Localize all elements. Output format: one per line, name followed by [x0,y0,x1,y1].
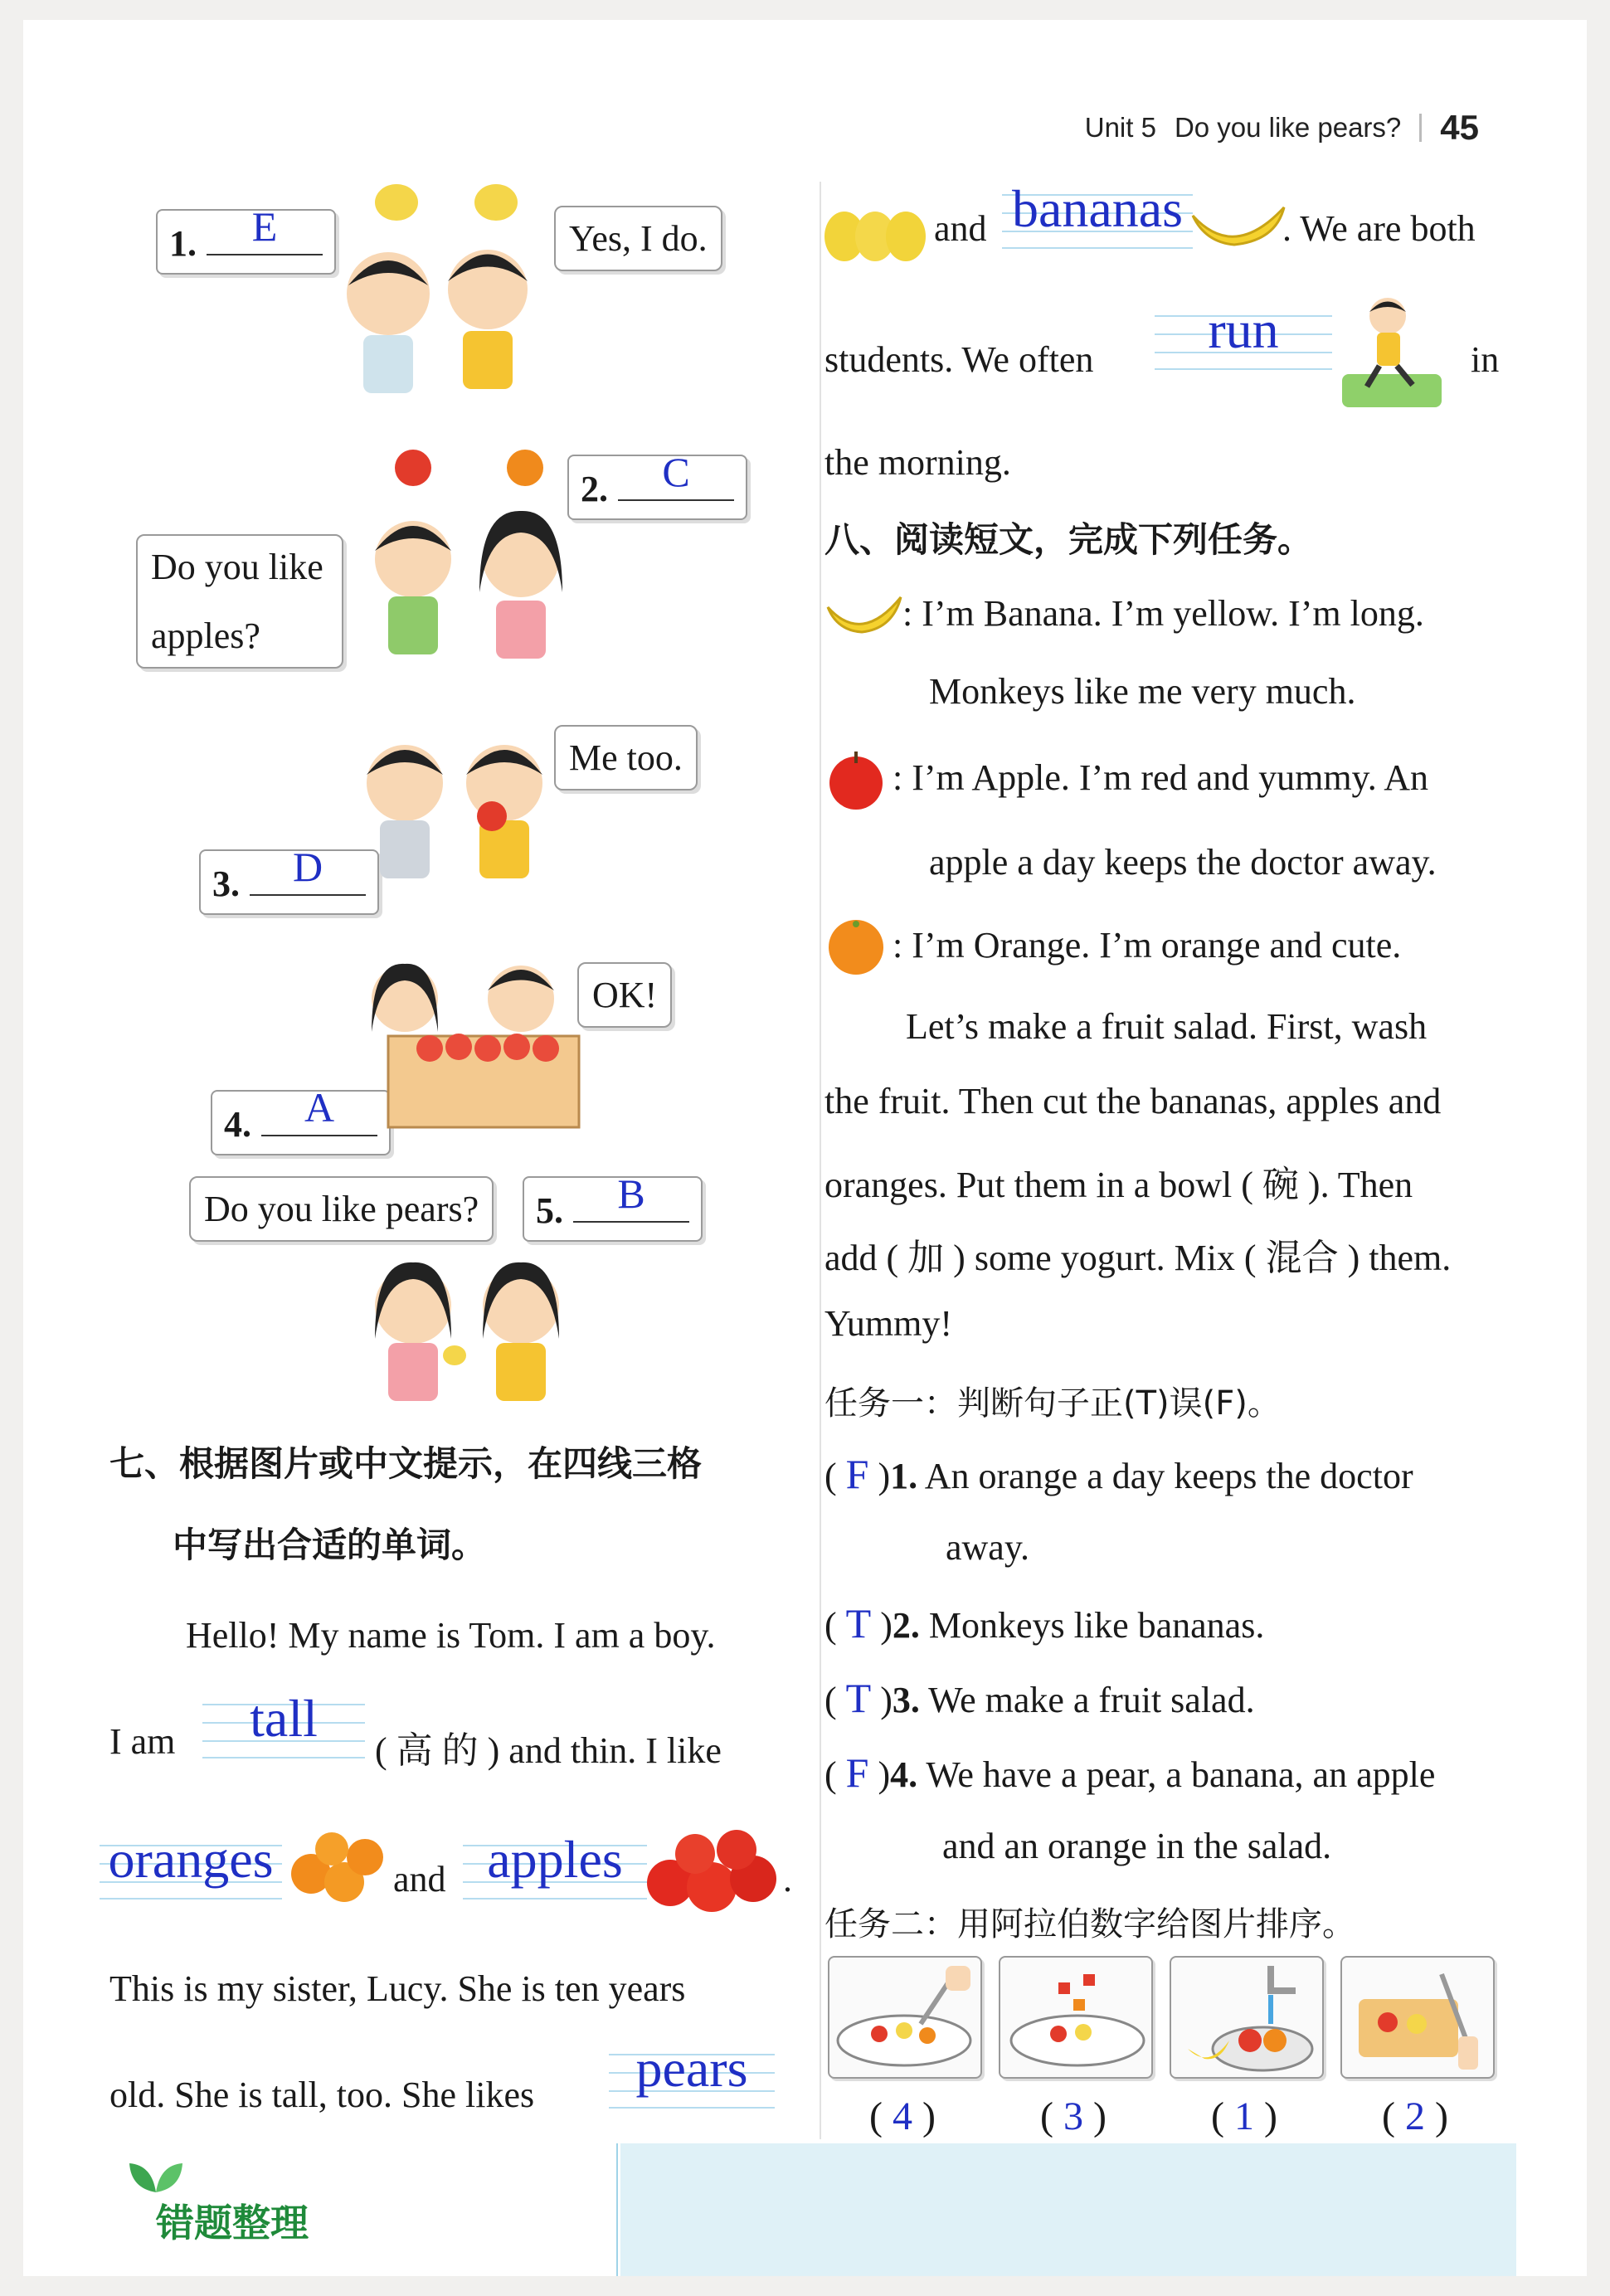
s7-line2-end: ( 高 的 ) and thin. I like [375,1730,722,1771]
q2-bubble-line1: Do you like [151,547,323,587]
task2-title: 任务二：用阿拉伯数字给图片排序。 [824,1905,1355,1943]
q1-speech-bubble [554,206,722,271]
answer-oranges: oranges [108,1830,274,1889]
header-divider [1419,114,1422,142]
q1-answer: E [251,203,278,250]
apple-line2: apple a day keeps the doctor away. [929,842,1437,883]
pear-icon [443,1345,466,1365]
q2-answer-box [567,449,747,520]
apple-icon [395,450,431,486]
s7-period: . [783,1859,792,1900]
order-2: ( 3 ) [1040,2094,1107,2138]
q1-children-illustration [330,169,546,401]
unit-title: Do you like pears? [1174,112,1402,143]
q1-blank[interactable] [207,203,323,255]
task1-item-2: ( T )2. Monkeys like bananas. [824,1600,1265,1647]
task1-text-2: Monkeys like bananas. [928,1605,1265,1646]
passage-p4: add ( 加 ) some yogurt. Mix ( 混合 ) them. [824,1238,1452,1278]
scene-cut-into-bowl [999,1956,1153,2079]
answer-run: run [1208,300,1279,359]
task1-text-3: We make a fruit salad. [928,1680,1255,1720]
task1-item-3: ( T )3. We make a fruit salad. [824,1675,1255,1721]
answer-tall: tall [250,1689,318,1748]
q5-number: 5. [536,1190,563,1231]
footer-divider [616,2143,618,2276]
grid-run[interactable] [1155,300,1332,370]
task1-item-1-cont: away. [946,1527,1029,1568]
q5-speech-bubble [189,1176,494,1242]
page-header [1085,103,1479,153]
q2-blank[interactable] [618,449,734,501]
q5-children-illustration [355,1248,587,1405]
grid-oranges[interactable] [100,1830,282,1900]
workbook-page [23,20,1587,2276]
orange-icon [823,914,891,977]
q3-speech-bubble [554,725,698,790]
apple-icon [477,801,507,831]
s7-line7-end: in [1471,339,1500,380]
order-answer-4[interactable]: 2 [1404,2094,1425,2138]
unit-label: Unit 5 [1084,112,1156,143]
s7-line8: the morning. [824,442,1011,483]
q3-answer: D [292,844,323,890]
page-number: 45 [1440,108,1479,147]
s7-and2: and [934,208,987,249]
q1-bubble-text: Yes, I do. [569,218,708,259]
task1-answer-1[interactable]: F [845,1451,869,1497]
scene-mix-salad [828,1956,982,2079]
s7-line1: Hello! My name is Tom. I am a boy. [186,1615,716,1656]
answer-apples: apples [487,1830,623,1889]
answer-pears: pears [635,2039,748,2098]
q5-blank[interactable] [573,1170,689,1223]
answer-bananas: bananas [1011,179,1184,238]
scene-cut-fruit [1340,1956,1495,2079]
section7-title-line2: 中写出合适的单词。 [173,1525,487,1565]
q4-speech-bubble [577,962,672,1028]
task1-answer-4[interactable]: F [845,1749,869,1796]
q4-number: 4. [224,1104,251,1145]
scene-wash-fruit [1170,1956,1324,2079]
q2-answer: C [662,449,690,495]
task1-text-4: We have a pear, a banana, an apple [926,1754,1436,1795]
passage-p1: Let’s make a fruit salad. First, wash [906,1006,1428,1047]
orange-icon [507,450,543,486]
task1-item-4: ( F )4. We have a pear, a banana, an apple [824,1749,1436,1796]
q1-answer-box [156,203,336,275]
order-answer-1[interactable]: 4 [892,2094,912,2138]
s7-line6-end: . We are both [1282,208,1476,249]
q2-bubble-line2: apples? [151,615,260,656]
q3-bubble-text: Me too. [569,737,683,778]
pear-icon [375,184,418,221]
q2-speech-bubble [136,534,343,669]
apple-line1: : I’m Apple. I’m red and yummy. An [893,757,1429,798]
q2-children-illustration [355,435,571,675]
s7-line5: old. She is tall, too. She likes [109,2075,535,2115]
order-3: ( 1 ) [1211,2094,1277,2138]
task1-text-1: An orange a day keeps the doctor [924,1456,1413,1496]
q4-answer: A [304,1084,335,1131]
q3-number: 3. [212,863,240,904]
q5-answer: B [617,1170,645,1217]
q2-number: 2. [581,469,608,509]
task1-item-1: ( F )1. An orange a day keeps the doctor [824,1451,1413,1497]
task1-item-4-cont: and an orange in the salad. [942,1826,1332,1866]
task1-answer-3[interactable]: T [845,1675,872,1721]
q3-children-illustration [347,733,562,883]
pear-icon [474,184,518,221]
order-1: ( 4 ) [869,2094,936,2138]
order-4: ( 2 ) [1382,2094,1448,2138]
task1-num-4: 4. [890,1754,918,1795]
orange-line1: : I’m Orange. I’m orange and cute. [893,925,1402,966]
notes-area[interactable] [620,2143,1516,2276]
column-divider [820,182,821,2139]
passage-p3: oranges. Put them in a bowl ( 碗 ). Then [824,1165,1413,1205]
q1-number: 1. [169,223,197,264]
task1-num-2: 2. [892,1605,920,1646]
banana-line2: Monkeys like me very much. [929,671,1356,712]
bananas-icon [1184,182,1292,257]
apple-icon [823,748,891,811]
running-boy-icon [1334,287,1450,411]
leaf-icon [123,2155,189,2196]
q5-bubble-text: Do you like pears? [204,1189,479,1229]
s7-line2-start: I am [109,1721,176,1762]
apples-icon [645,1825,786,1916]
task1-num-3: 3. [892,1680,920,1720]
order-answer-3[interactable]: 1 [1233,2094,1254,2138]
q5-answer-box [523,1170,703,1242]
passage-p2: the fruit. Then cut the bananas, apples and [824,1081,1442,1121]
grid-bananas[interactable] [1002,179,1193,249]
section7-title-line1: 七、根据图片或中文提示，在四线三格 [109,1443,703,1484]
task1-answer-2[interactable]: T [845,1600,872,1647]
task1-num-1: 1. [890,1456,918,1496]
banana-line1: : I’m Banana. I’m yellow. I’m long. [902,593,1424,634]
q4-bubble-text: OK! [592,975,658,1015]
oranges-icon [282,1820,390,1911]
section8-title: 八、阅读短文，完成下列任务。 [824,519,1313,560]
banana-icon [824,587,904,640]
grid-pears[interactable] [609,2039,775,2109]
grid-apples[interactable] [463,1830,647,1900]
passage-p5: Yummy! [824,1303,952,1344]
footer-title: 错题整理 [156,2201,309,2245]
s7-line7-start: students. We often [824,339,1094,380]
q4-fruit-stall-illustration [355,957,587,1131]
grid-tall[interactable] [202,1689,365,1758]
s7-line4: This is my sister, Lucy. She is ten years [109,1968,686,2009]
s7-and1: and [393,1859,446,1900]
task1-title: 任务一：判断句子正(T)误(F)。 [824,1384,1281,1423]
pears-icon [821,182,929,265]
order-answer-2[interactable]: 3 [1063,2094,1083,2138]
